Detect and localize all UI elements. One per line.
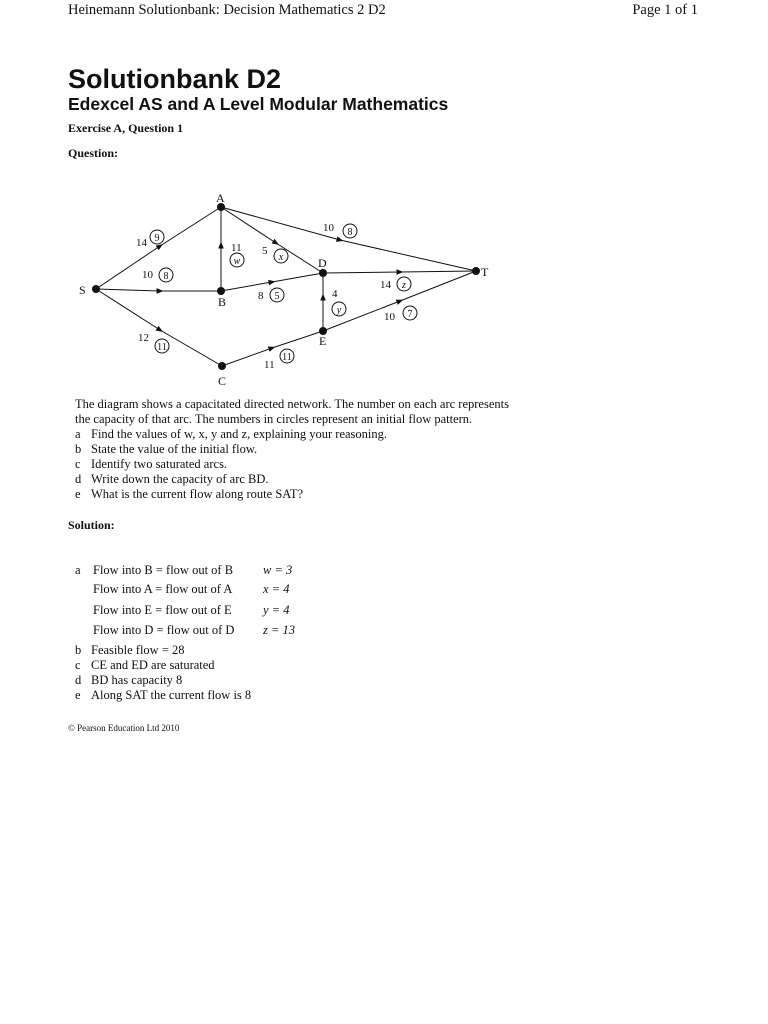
part-label: a <box>75 427 81 441</box>
solution-line <box>75 643 185 658</box>
solution-heading: Solution: <box>68 518 115 532</box>
flow-value-dt: z <box>402 280 406 291</box>
question-intro-line: the capacity of that arc. The numbers in circles represent an initial flow pattern. <box>75 412 473 426</box>
solution-label: a <box>75 563 81 577</box>
solution-label: e <box>75 688 81 702</box>
part-label: d <box>75 472 82 486</box>
part-text: Find the values of w, x, y and z, explaining your reasoning. <box>91 427 388 441</box>
question-part-a <box>75 427 635 442</box>
solution-statement: Flow into E = flow out of E <box>93 603 232 617</box>
capacity-label-ba: 11 <box>231 242 242 254</box>
flow-value-at: 8 <box>347 227 353 238</box>
question-part-d <box>75 472 635 487</box>
solution-text: BD has capacity 8 <box>91 673 183 687</box>
part-label: e <box>75 487 81 501</box>
capacity-label-sc: 12 <box>138 332 149 344</box>
node-label-e: E <box>319 334 327 348</box>
flow-value-et: 7 <box>407 309 413 320</box>
solution-equation: y = 4 <box>263 603 290 617</box>
node-label-c: C <box>218 374 227 388</box>
node-label-b: B <box>218 295 227 309</box>
capacity-label-ce: 11 <box>264 359 275 371</box>
solution-label: d <box>75 673 82 687</box>
node-b <box>217 287 225 295</box>
flow-value-ad: x <box>278 252 284 263</box>
solution-statement: Flow into D = flow out of D <box>93 623 235 637</box>
solution-label: c <box>75 658 81 672</box>
node-label-t: T <box>481 265 489 279</box>
copyright-footer: © Pearson Education Ltd 2010 <box>68 723 180 733</box>
arc-b-d <box>221 273 323 291</box>
question-part-b <box>75 442 635 457</box>
part-text: What is the current flow along route SAT? <box>91 487 304 501</box>
header-title: Heinemann Solutionbank: Decision Mathematics 2 D2 <box>68 2 386 18</box>
solution-text: Along SAT the current flow is 8 <box>91 688 252 702</box>
solution-line <box>75 688 251 703</box>
arc-e-t <box>323 271 476 331</box>
capacity-label-sa: 14 <box>136 237 147 249</box>
part-text: Write down the capacity of arc BD. <box>91 472 269 486</box>
node-label-s: S <box>79 283 86 297</box>
node-d <box>319 269 327 277</box>
flow-value-sa: 9 <box>154 233 160 244</box>
flow-value-ba: w <box>233 256 241 267</box>
node-c <box>218 362 226 370</box>
running-header <box>68 0 698 20</box>
node-label-d: D <box>318 256 327 270</box>
capacity-label-ad: 5 <box>262 245 268 257</box>
solution-label: b <box>75 643 82 657</box>
flow-value-ed: y <box>336 305 342 316</box>
flow-value-ce: 11 <box>282 352 292 363</box>
solution-text: CE and ED are saturated <box>91 658 215 672</box>
question-text <box>75 397 635 502</box>
solution-line <box>75 563 293 578</box>
arc-s-a <box>96 207 221 289</box>
solution-statement: Flow into B = flow out of B <box>93 563 234 577</box>
arc-a-t <box>221 207 476 271</box>
flow-value-sb: 8 <box>163 271 169 282</box>
part-text: State the value of the initial flow. <box>91 442 258 456</box>
part-text: Identify two saturated arcs. <box>91 457 228 471</box>
capacity-label-dt: 14 <box>380 279 391 291</box>
question-heading: Question: <box>68 146 119 160</box>
solution-line <box>75 658 215 673</box>
solution-line <box>75 673 182 688</box>
arc-s-c <box>96 289 222 366</box>
flow-value-sc: 11 <box>157 342 167 353</box>
node-s <box>92 285 100 293</box>
question-intro-line: The diagram shows a capacitated directed network. The number on each arc represents <box>75 397 509 411</box>
part-label: c <box>75 457 81 471</box>
arc-s-b <box>96 289 221 291</box>
capacity-label-et: 10 <box>384 311 395 323</box>
flow-value-bd: 5 <box>274 291 280 302</box>
node-label-a: A <box>216 191 225 205</box>
solution-text: Feasible flow = 28 <box>91 643 185 657</box>
solution-equation: x = 4 <box>263 582 290 596</box>
capacity-label-ed: 4 <box>332 288 338 300</box>
page-subtitle: Edexcel AS and A Level Modular Mathematics <box>68 94 449 114</box>
question-part-c <box>75 457 635 472</box>
page-title: Solutionbank D2 <box>68 64 282 94</box>
part-label: b <box>75 442 82 456</box>
page-number: Page 1 of 1 <box>632 2 698 18</box>
solution-statement: Flow into A = flow out of A <box>93 582 233 596</box>
solution-equation: z = 13 <box>263 623 296 637</box>
network-diagram <box>60 185 510 390</box>
solution-equation: w = 3 <box>263 563 293 577</box>
node-t <box>472 267 480 275</box>
question-part-e <box>75 487 635 502</box>
arc-d-t <box>323 271 476 273</box>
capacity-label-at: 10 <box>323 222 334 234</box>
capacity-label-bd: 8 <box>258 290 264 302</box>
capacity-label-sb: 10 <box>142 269 153 281</box>
exercise-label: Exercise A, Question 1 <box>68 121 184 135</box>
